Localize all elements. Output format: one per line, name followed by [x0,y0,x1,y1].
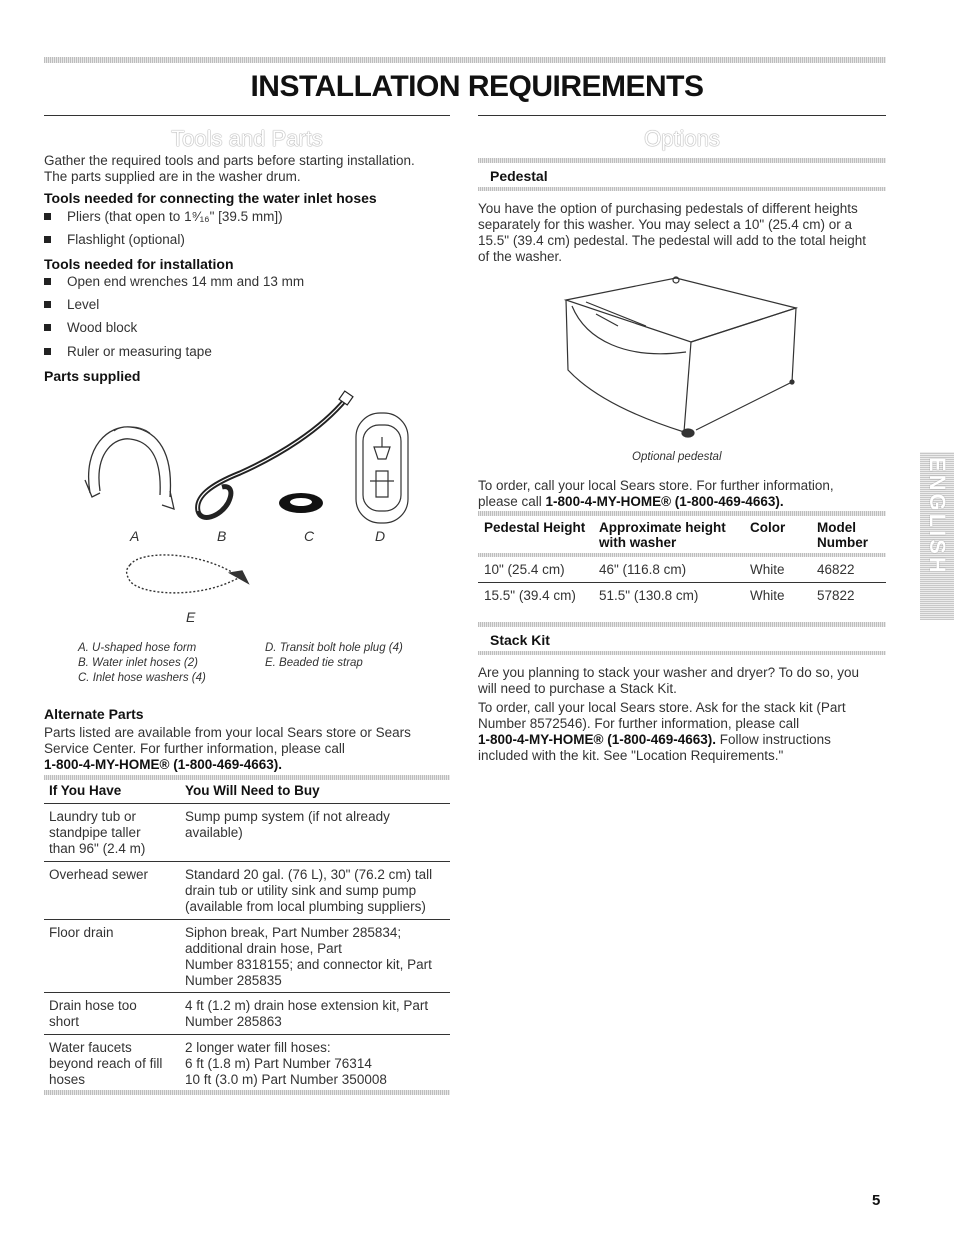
ped-row-rule [478,582,886,583]
stack-bottom-band [478,651,886,655]
right-section-rule [478,115,886,116]
th-model-2: Number [817,535,869,550]
buy-row-have: Drain hose too short [49,998,137,1029]
buy-row-have: Water faucets beyond reach of fill hoses [49,1040,163,1087]
parts-supplied-heading: Parts supplied [44,368,141,384]
parts-legend-left [78,641,206,686]
buy-row-need: 2 longer water fill hoses: 6 ft (1.8 m) Part Number 76314 10 ft (3.0 m) Part Number 350008 [185,1040,387,1087]
order-text-2: please call 1-800-4-MY-HOME® (1-800-469-4663). [478,494,784,509]
legend-item: A. U-shaped hose form [78,642,197,654]
buy-row-need: 4 ft (1.2 m) drain hose extension kit, Part Number 285863 [185,998,429,1029]
pedestal-text: You have the option of purchasing pedestals of different heights separately for this washer. You may select a 10" (25.4 cm) or a 15.5" (39.4 cm) pedestal. The pedestal will add to the total height of the washer. [478,201,867,264]
legend-item: B. Water inlet hoses (2) [78,657,198,669]
pedestal-bottom-band [478,187,886,191]
th-pedestal-height: Pedestal Height [484,520,586,535]
buy-table-top-band [44,775,450,780]
transit-bolt-plug-icon [356,413,408,523]
order-phone: 1-800-4-MY-HOME® (1-800-469-4663). [545,494,784,509]
page-number: 5 [872,1192,881,1209]
language-side-tab [920,452,954,620]
th-model-1: Model [817,520,856,535]
alternate-text-2: Service Center. For further information, please call [44,741,345,756]
part-letter-d: D [375,528,386,544]
install-tool-item: Open end wrenches 14 mm and 13 mm [44,274,304,289]
part-letter-b: B [217,528,227,544]
buy-row-have: Floor drain [49,925,114,940]
pedestal-top-band [478,158,886,163]
stack-phone: 1-800-4-MY-HOME® (1-800-469-4663). [478,732,717,747]
buy-table-header-rule [44,803,450,804]
install-tool-item: Ruler or measuring tape [44,344,212,359]
buy-row-need: Sump pump system (if not already available) [185,809,390,840]
top-band [44,57,886,63]
ped-row-model: 57822 [817,588,855,603]
alternate-text-1: Parts listed are available from your local Sears store or Sears [44,725,411,740]
part-letter-a: A [130,528,140,544]
col-you-will-need: You Will Need to Buy [185,783,320,798]
ped-row-color: White [750,562,785,577]
part-letter-c: C [304,528,315,544]
install-tool-item: Level [44,297,99,312]
part-letter-e: E [186,609,196,625]
buy-row-have: Overhead sewer [49,867,149,882]
buy-row-need: Siphon break, Part Number 285834; additional drain hose, Part Number 8318155; and connector kit, Part Number 285835 [185,925,432,988]
ped-row-approx: 51.5" (130.8 cm) [599,588,699,603]
th-approx-1: Approximate height [599,520,726,535]
buy-row-have: Laundry tub or standpipe taller than 96" (2.4 m) [49,809,146,856]
pedestal-heading: Pedestal [490,168,548,184]
u-shaped-hose-form-icon [85,427,174,509]
th-color: Color [750,520,786,535]
th-approx-2: with washer [599,535,677,550]
stack-kit-heading: Stack Kit [490,632,550,648]
stack-top-band [478,622,886,627]
tools-parts-heading: Tools and Parts [171,126,323,151]
buy-row-rule [44,919,450,920]
install-tool-item: Wood block [44,320,137,335]
buy-row-rule [44,992,450,993]
pedestal-table-top-band [478,511,886,516]
options-heading: Options [644,126,720,151]
buy-row-need: Standard 20 gal. (76 L), 30" (76.2 cm) tall drain tub or utility sink and sump pump (available from local plumbing suppliers) [185,867,433,914]
parts-illustration [70,385,430,625]
hose-washer-icon [279,493,323,513]
buy-row-rule [44,861,450,862]
water-inlet-hose-icon [198,391,353,517]
side-tab-label: ENGLISH [925,457,950,576]
install-tools-heading: Tools needed for installation [44,256,234,272]
tools-intro-1: Gather the required tools and parts before starting installation. [44,153,415,168]
beaded-tie-strap-icon [127,555,248,593]
legend-item: E. Beaded tie strap [265,657,363,669]
water-tool-item: Pliers (that open to 1⁹⁄₁₆" [39.5 mm]) [44,209,283,224]
ped-row-model: 46822 [817,562,855,577]
stack-text: Are you planning to stack your washer and dryer? To do so, you will need to purchase a Stack Kit. To order, call your local Sears store. Ask for the stack kit (Part Number 8572546). For further information, please call 1-800-4-MY-HOME® (1-800-469-4663). Follow instructions included with the kit. See "Location Requirements." [478,665,859,763]
pedestal-caption: Optional pedestal [632,451,722,463]
alternate-phone: 1-800-4-MY-HOME® (1-800-469-4663). [44,757,283,772]
ped-row-approx: 46" (116.8 cm) [599,562,687,577]
legend-item: D. Transit bolt hole plug (4) [265,642,403,654]
pedestal-table-header-band [478,553,886,557]
page-title: INSTALLATION REQUIREMENTS [250,70,704,103]
left-section-rule [44,115,450,116]
legend-item: C. Inlet hose washers (4) [78,672,206,684]
ped-row-height: 15.5" (39.4 cm) [484,588,576,603]
ped-row-height: 10" (25.4 cm) [484,562,565,577]
water-tools-heading: Tools needed for connecting the water inlet hoses [44,190,377,206]
buy-table-bottom-band [44,1090,450,1095]
buy-row-rule [44,1034,450,1035]
alternate-parts-heading: Alternate Parts [44,706,144,722]
tools-intro-2: The parts supplied are in the washer drum. [44,169,301,184]
order-text-1: To order, call your local Sears store. For further information, [478,478,834,493]
water-tool-item: Flashlight (optional) [44,232,185,247]
ped-row-color: White [750,588,785,603]
pedestal-illustration [556,270,806,445]
parts-legend-right [265,641,403,671]
col-if-you-have: If You Have [49,783,122,798]
pedestal-drawer-icon [566,277,796,437]
